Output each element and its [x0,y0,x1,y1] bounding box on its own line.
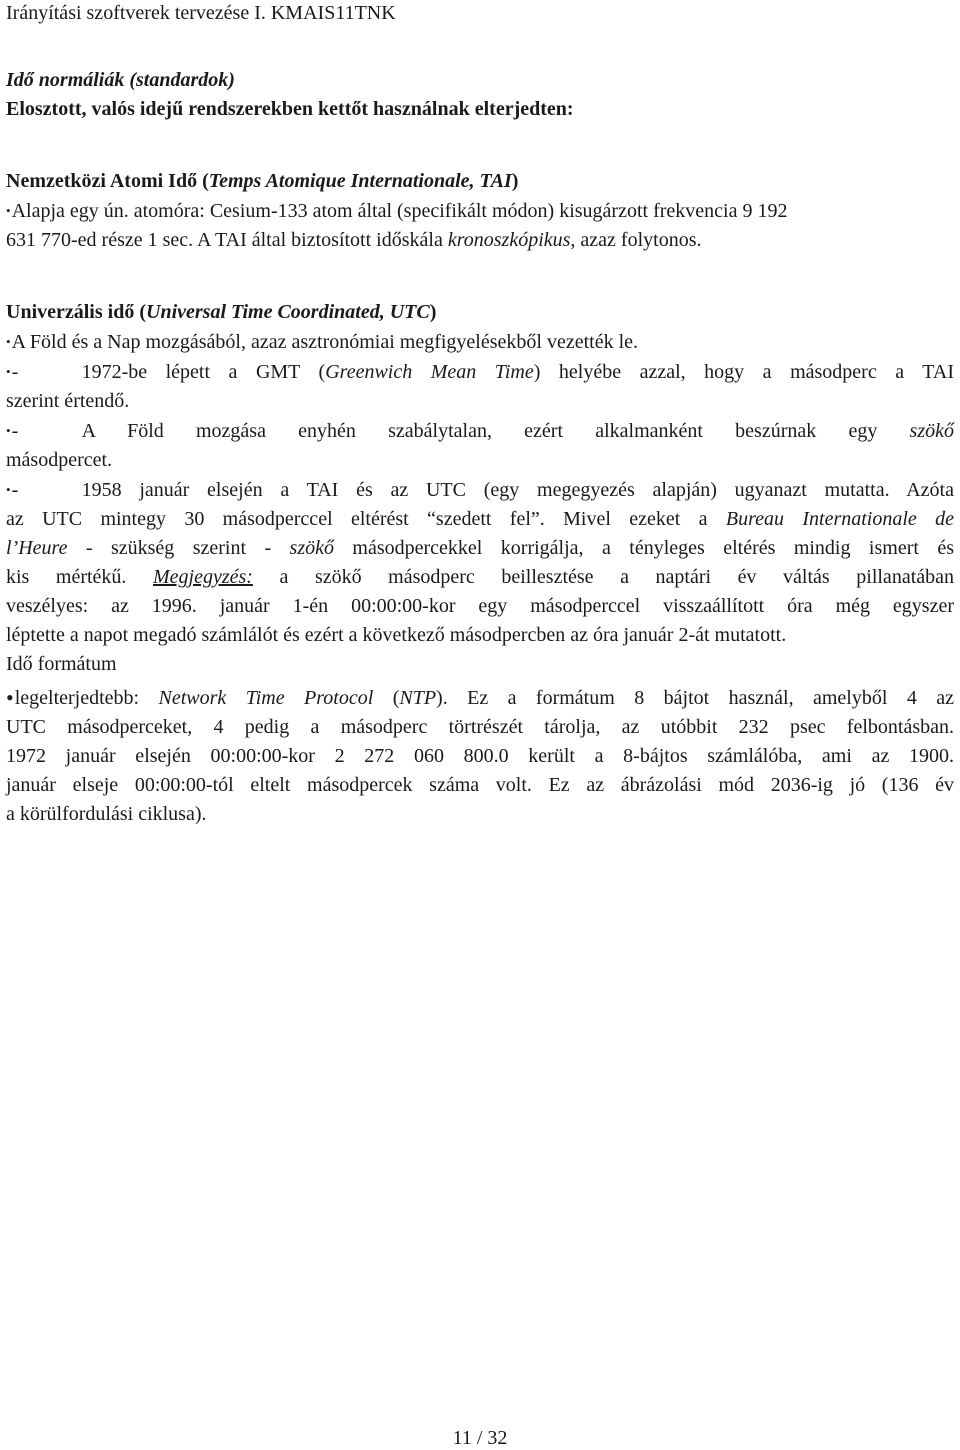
bullet-icon: • [6,685,14,710]
format-line-2: UTC másodperceket, 4 pedig a másodperc törtrészét tárolja, az utóbbit 232 psec felbontásban. [6,716,954,738]
bullet-icon: • [6,482,11,497]
format-line-1: •legelterjedtebb: Network Time Protocol (NTP). Ez a formátum 8 bájtot használ, amelyből 4 az [6,685,954,710]
note-label: Megjegyzés: [153,566,253,588]
bullet-icon: • [6,423,11,438]
page-number: 11 / 32 [452,1427,508,1449]
utc-bullet-4-line-4: kis mértékű. Megjegyzés: a szökő másodperc beillesztése a naptári év váltás pillanatában [6,566,955,588]
utc-bullet-4-line-5: veszélyes: az 1996. január 1-én 00:00:00-kor egy másodperccel visszaállított óra még egyszer [6,595,954,617]
format-line-5: a körülfordulási ciklusa). [6,803,207,825]
utc-bullet-3-line-1: •- A Föld mozgása enyhén szabálytalan, ezért alkalmanként beszúrnak egy szökő [6,420,954,442]
utc-bullet-3-line-2: másodpercet. [6,449,113,471]
utc-bullet-4-line-2: az UTC mintegy 30 másodperccel eltérést “szedett fel”. Mivel ezeket a Bureau Internationale de [6,508,955,530]
bullet-icon: • [6,203,11,218]
section-intro: Elosztott, valós idejű rendszerekben kettőt használnak elterjedten: [6,98,574,120]
utc-bullet-2-line-2: szerint értendő. [6,390,130,412]
page-header [6,2,396,24]
document-body [6,66,954,829]
format-line-4: január elseje 00:00:00-tól eltelt másodpercek száma volt. Ez az ábrázolási mód 2036-ig jó (136 év [6,774,954,796]
tai-line-2: 631 770-ed része 1 sec. A TAI által biztosított időskála kronoszkópikus, azaz folytonos. [6,229,702,251]
utc-bullet-4-line-1: •- 1958 január elsején a TAI és az UTC (egy megegyezés alapján) ugyanazt mutatta. Azóta [6,479,954,501]
bullet-icon: • [6,334,11,349]
utc-bullet-2-line-1: •- 1972-be lépett a GMT (Greenwich Mean Time) helyébe azzal, hogy a másodperc a TAI [6,361,954,383]
utc-bullet-1: •A Föld és a Nap mozgásából, azaz asztronómiai megfigyelésekből vezették le. [6,331,639,353]
format-heading: Idő formátum [6,653,117,675]
section-title-standards: Idő normáliák (standardok) [6,69,235,91]
bullet-icon: • [6,364,11,379]
tai-heading: Nemzetközi Atomi Idő (Temps Atomique Internationale, TAI) [6,170,519,192]
utc-heading: Univerzális idő (Universal Time Coordinated, UTC) [6,301,437,323]
tai-line-1: •Alapja egy ún. atomóra: Cesium-133 atom által (specifikált módon) kisugárzott frekvencia 9 192 [6,200,788,222]
header-title: Irányítási szoftverek tervezése I. KMAIS11TNK [6,2,396,24]
utc-bullet-4-line-6: léptette a napot megadó számlálót és ezért a következő másodpercben az óra január 2-át mutatott. [6,624,787,646]
utc-bullet-4-line-3: l’Heure - szükség szerint - szökő másodpercekkel korrigálja, a tényleges eltérés mindig ismert és [6,537,954,559]
format-line-3: 1972 január elsején 00:00:00-kor 2 272 060 800.0 került a 8-bájtos számlálóba, ami az 1900. [6,745,954,767]
